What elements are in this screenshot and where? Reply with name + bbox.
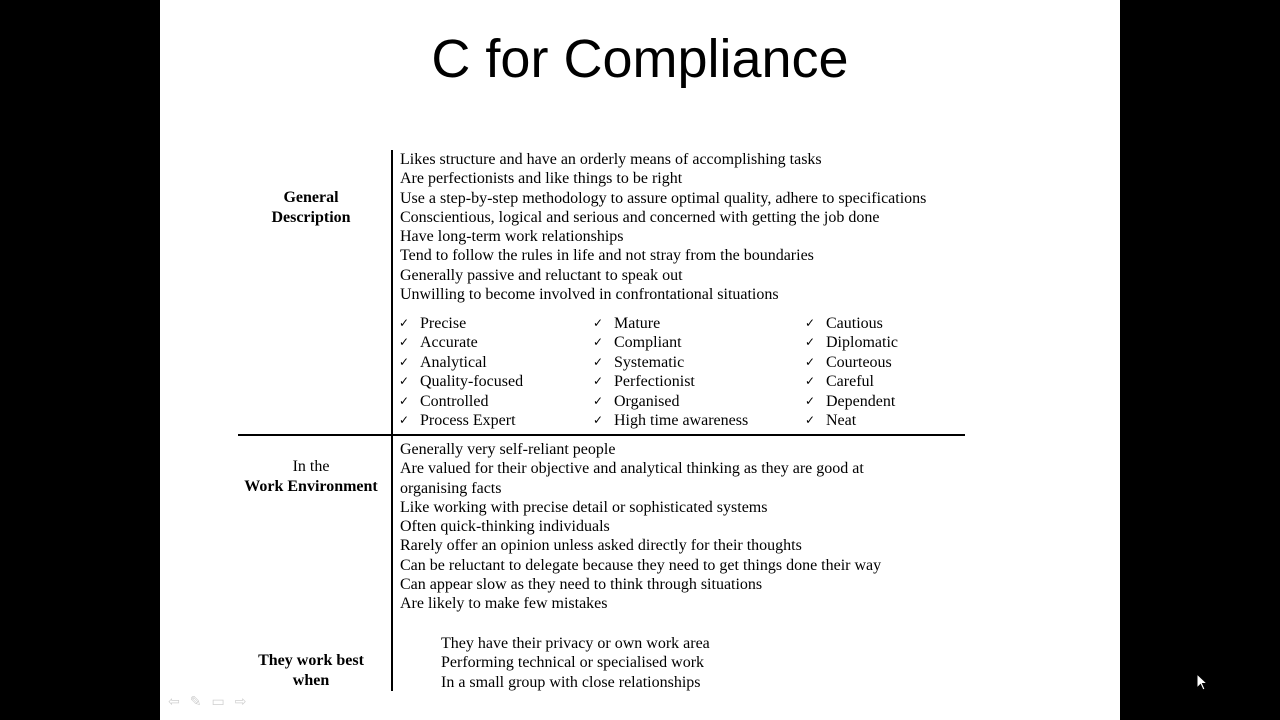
list-item: Conscientious, logical and serious and concerned with getting the job done (400, 208, 880, 226)
label-line: when (292, 671, 330, 689)
check-icon: ✓ (593, 374, 604, 389)
trait-label: Perfectionist (614, 373, 695, 391)
trait-label: Controlled (420, 392, 489, 410)
trait-item (399, 333, 523, 352)
list-item: Tend to follow the rules in life and not stray from the boundaries (400, 247, 814, 265)
trait-label: Careful (826, 373, 874, 391)
list-item: Can appear slow as they need to think through situations (400, 576, 763, 594)
trait-item (805, 314, 898, 333)
check-icon: ✓ (805, 393, 816, 408)
check-icon: ✓ (805, 316, 816, 330)
label-line: Description (271, 208, 351, 226)
trait-label: Precise (420, 315, 467, 332)
list-item: Use a step-by-step methodology to assure optimal quality, adhere to specifications (400, 189, 927, 207)
list-item: In a small group with close relationships (441, 673, 701, 691)
trait-item (399, 314, 523, 333)
trait-item (805, 333, 898, 352)
check-icon: ✓ (593, 413, 604, 428)
trait-item (805, 353, 898, 372)
trait-label: Process Expert (420, 412, 516, 430)
list-item: Can be reluctant to delegate because they need to get things done their way (400, 556, 882, 574)
label-work-environment (236, 457, 386, 496)
trait-item (593, 333, 748, 352)
slide-title: C for Compliance (431, 29, 849, 89)
list-item: Often quick-thinking individuals (400, 518, 610, 536)
trait-label: Cautious (826, 315, 883, 332)
previous-icon[interactable]: ⇦ (168, 694, 180, 710)
trait-label: Systematic (614, 353, 685, 371)
trait-item (399, 353, 523, 372)
traits-column-1 (399, 314, 523, 430)
list-item: Are likely to make few mistakes (400, 595, 608, 613)
menu-icon[interactable]: ▭ (211, 694, 225, 710)
trait-label: Organised (614, 392, 680, 410)
trait-item (593, 372, 748, 391)
check-icon: ✓ (805, 354, 816, 369)
label-line: General (283, 189, 339, 206)
next-icon[interactable]: ⇨ (234, 694, 247, 710)
check-icon: ✓ (593, 393, 604, 408)
trait-item (805, 411, 898, 430)
trait-item (399, 392, 523, 411)
check-icon: ✓ (399, 335, 410, 350)
trait-label: Compliant (614, 334, 682, 352)
trait-label: Mature (614, 315, 661, 332)
column-divider (391, 150, 393, 691)
pen-icon[interactable]: ✎ (189, 694, 202, 710)
check-icon: ✓ (399, 374, 410, 389)
trait-label: Dependent (826, 392, 896, 410)
slide-navigation (168, 694, 246, 710)
label-general-description (236, 188, 386, 227)
trait-label: Accurate (420, 334, 478, 352)
label-line: They work best (258, 652, 364, 669)
trait-item (593, 314, 748, 333)
trait-item (805, 392, 898, 411)
trait-item (805, 372, 898, 391)
check-icon: ✓ (399, 316, 410, 330)
check-icon: ✓ (399, 413, 410, 428)
trait-item (399, 411, 523, 430)
trait-item (593, 392, 748, 411)
list-item: organising facts (400, 479, 502, 497)
check-icon: ✓ (593, 335, 604, 350)
list-item: Unwilling to become involved in confrontational situations (400, 286, 779, 304)
check-icon: ✓ (399, 354, 410, 369)
traits-column-3 (805, 314, 898, 430)
trait-label: Courteous (826, 353, 892, 371)
traits-column-2 (593, 314, 748, 430)
trait-label: Diplomatic (826, 334, 898, 352)
list-item: Likes structure and have an orderly means of accomplishing tasks (400, 151, 822, 168)
work-environment-list (400, 440, 881, 614)
check-icon: ✓ (805, 374, 816, 389)
check-icon: ✓ (593, 354, 604, 369)
trait-label: Analytical (420, 353, 487, 371)
label-line: In the (292, 458, 330, 475)
list-item: Rarely offer an opinion unless asked directly for their thoughts (400, 537, 802, 555)
trait-label: Quality-focused (420, 373, 524, 391)
check-icon: ✓ (805, 335, 816, 350)
general-description-list (400, 150, 926, 304)
mouse-cursor-icon (1196, 673, 1210, 693)
check-icon: ✓ (593, 316, 604, 330)
row-divider (238, 434, 965, 436)
trait-item (593, 353, 748, 372)
trait-label: High time awareness (614, 412, 749, 430)
list-item: Are valued for their objective and analytical thinking as they are good at (400, 460, 864, 478)
check-icon: ✓ (399, 393, 410, 408)
list-item: Like working with precise detail or sophisticated systems (400, 498, 768, 516)
trait-item (399, 372, 523, 391)
list-item: Generally passive and reluctant to speak out (400, 266, 683, 284)
label-line: Work Environment (244, 477, 378, 495)
trait-label: Neat (826, 412, 857, 430)
slide (160, 0, 1120, 720)
label-work-best-when (236, 651, 386, 690)
list-item: Are perfectionists and like things to be right (400, 170, 683, 188)
work-best-when-list (441, 634, 710, 692)
list-item: Have long-term work relationships (400, 228, 624, 246)
list-item: Performing technical or specialised work (441, 654, 705, 672)
check-icon: ✓ (805, 413, 816, 428)
trait-item (593, 411, 748, 430)
list-item: Generally very self-reliant people (400, 441, 616, 458)
list-item: They have their privacy or own work area (441, 635, 710, 652)
